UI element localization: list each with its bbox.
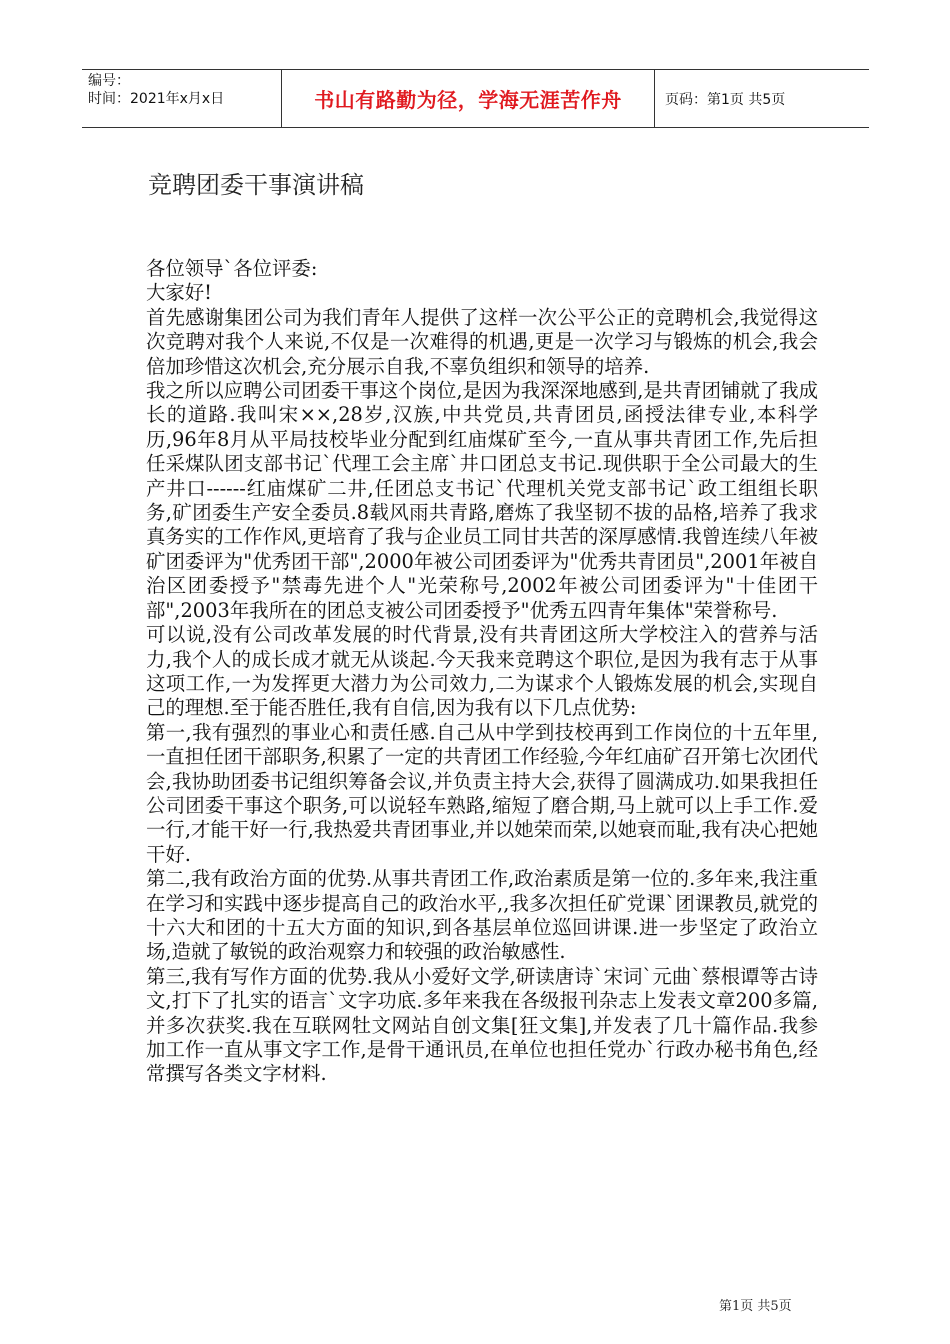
header-motto-cell xyxy=(282,70,655,127)
body-paragraph: 第二,我有政治方面的优势.从事共青团工作,政治素质是第一位的.多年来,我注重在学习和实践中逐步提高自己的政治水平,,我多次担任矿党课`团课教员,就党的十六大和团的十五大方面的知识,到各基层单位巡回讲课.进一步坚定了政治立场,造就了敏锐的政治观察力和较强的政治敏感性. xyxy=(146,867,818,964)
document-date-label: 时间：2021年x月x日 xyxy=(88,91,225,107)
header-page-number: 页码：第1页 共5页 xyxy=(665,91,786,108)
document-number-label: 编号： xyxy=(88,73,130,89)
body-paragraph: 可以说,没有公司改革发展的时代背景,没有共青团这所大学校注入的营养与活力,我个人的成长成才就无从谈起.今天我来竞聘这个职位,是因为我有志于从事这项工作,一为发挥更大潜力为公司效力,二为谋求个人锻炼发展的机会,实现自己的理想.至于能否胜任,我有自信,因为我有以下几点优势: xyxy=(146,623,818,720)
body-paragraph: 第一,我有强烈的事业心和责任感.自己从中学到技校再到工作岗位的十五年里,一直担任团干部职务,积累了一定的共青团工作经验,今年红庙矿召开第七次团代会,我协助团委书记组织筹备会议,并负责主持大会,获得了圆满成功.如果我担任公司团委干事这个职务,可以说轻车熟路,缩短了磨合期,马上就可以上手工作.爱一行,才能干好一行,我热爱共青团事业,并以她荣而荣,以她衰而耻,我有决心把她干好. xyxy=(146,720,818,866)
header-motto: 书山有路勤为径，学海无涯苦作舟 xyxy=(314,88,622,112)
document-title: 竞聘团委干事演讲稿 xyxy=(148,171,364,199)
document-body xyxy=(146,257,818,1087)
header-meta xyxy=(82,70,282,127)
greeting: 大家好! xyxy=(146,281,212,305)
header-page-cell xyxy=(655,70,869,127)
page-footer: 第1页 共5页 xyxy=(719,1299,792,1314)
body-paragraph: 我之所以应聘公司团委干事这个岗位,是因为我深深地感到,是共青团铺就了我成长的道路.我叫宋××,28岁,汉族,中共党员,共青团员,函授法律专业,本科学历,96年8月从平局技校毕业分配到红庙煤矿至今,一直从事共青团工作,先后担任采煤队团支部书记`代理工会主席`井口团总支书记.现供职于全公司最大的生产井口------红庙煤矿二井,任团总支书记`代理机关党支部书记`政工组组长职务,矿团委生产安全委员.8载风雨共青路,磨炼了我坚韧不拔的品格,培养了我求真务实的工作作风,更培育了我与企业员工同甘共苦的深厚感情.我曾连续八年被矿团委评为"优秀团干部",2000年被公司团委评为"优秀共青团员",2001年被自治区团委授予"禁毒先进个人"光荣称号,2002年被公司团委评为"十佳团干部",2003年我所在的团总支被公司团委授予"优秀五四青年集体"荣誉称号. xyxy=(146,379,818,622)
body-paragraph: 首先感谢集团公司为我们青年人提供了这样一次公平公正的竞聘机会,我觉得这次竞聘对我个人来说,不仅是一次难得的机遇,更是一次学习与锻炼的机会,我会倍加珍惜这次机会,充分展示自我,不辜负组织和领导的培养. xyxy=(146,305,818,378)
body-paragraph: 第三,我有写作方面的优势.我从小爱好文学,研读唐诗`宋词`元曲`蔡根谭等古诗文,打下了扎实的语言`文字功底.多年来我在各级报刊杂志上发表文章200多篇,并多次获奖.我在互联网牡文网站自创文集[狂文集],并发表了几十篇作品.我参加工作一直从事文字工作,是骨干通讯员,在单位也担任党办`行政办秘书角色,经常撰写各类文字材料. xyxy=(146,964,818,1086)
page-header xyxy=(82,69,869,128)
salutation: 各位领导`各位评委: xyxy=(146,257,318,280)
